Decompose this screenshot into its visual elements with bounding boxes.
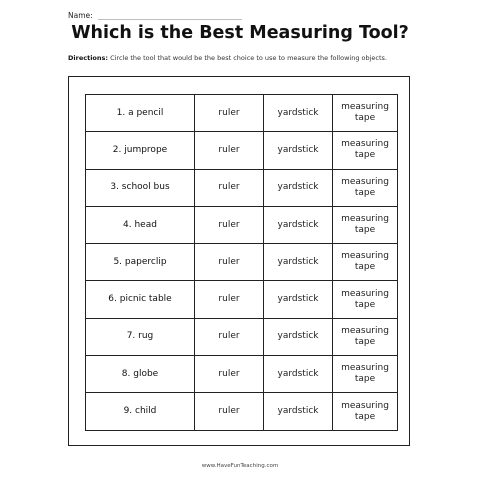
name-label: Name: bbox=[68, 11, 93, 20]
ruler-option[interactable]: ruler bbox=[195, 393, 264, 430]
ruler-option[interactable]: ruler bbox=[195, 281, 264, 318]
object-cell: 1. a pencil bbox=[86, 95, 195, 132]
measuring-tape-option[interactable]: measuring tape bbox=[333, 169, 398, 206]
table-row bbox=[86, 132, 398, 169]
yardstick-option[interactable]: yardstick bbox=[264, 95, 333, 132]
yardstick-option[interactable]: yardstick bbox=[264, 132, 333, 169]
table-row bbox=[86, 169, 398, 206]
object-cell: 9. child bbox=[86, 393, 195, 430]
measuring-tape-option[interactable]: measuring tape bbox=[333, 206, 398, 243]
yardstick-option[interactable]: yardstick bbox=[264, 206, 333, 243]
object-cell: 2. jumprope bbox=[86, 132, 195, 169]
measuring-tape-option[interactable]: measuring tape bbox=[333, 393, 398, 430]
table-row bbox=[86, 356, 398, 393]
ruler-option[interactable]: ruler bbox=[195, 356, 264, 393]
table-row bbox=[86, 95, 398, 132]
table-row bbox=[86, 206, 398, 243]
directions-text: Circle the tool that would be the best choice to use to measure the following objects. bbox=[108, 54, 388, 62]
object-cell: 4. head bbox=[86, 206, 195, 243]
object-cell: 5. paperclip bbox=[86, 244, 195, 281]
ruler-option[interactable]: ruler bbox=[195, 169, 264, 206]
table-row bbox=[86, 393, 398, 430]
measuring-tool-table bbox=[85, 94, 398, 431]
ruler-option[interactable]: ruler bbox=[195, 206, 264, 243]
object-cell: 3. school bus bbox=[86, 169, 195, 206]
yardstick-option[interactable]: yardstick bbox=[264, 356, 333, 393]
object-cell: 7. rug bbox=[86, 318, 195, 355]
measuring-tape-option[interactable]: measuring tape bbox=[333, 244, 398, 281]
object-cell: 6. picnic table bbox=[86, 281, 195, 318]
measuring-tape-option[interactable]: measuring tape bbox=[333, 356, 398, 393]
directions bbox=[68, 53, 428, 63]
table-row bbox=[86, 281, 398, 318]
footer-website: www.HaveFunTeaching.com bbox=[201, 463, 279, 469]
ruler-option[interactable]: ruler bbox=[195, 318, 264, 355]
yardstick-option[interactable]: yardstick bbox=[264, 318, 333, 355]
yardstick-option[interactable]: yardstick bbox=[264, 393, 333, 430]
measuring-tape-option[interactable]: measuring tape bbox=[333, 281, 398, 318]
directions-label: Directions: bbox=[68, 54, 108, 62]
measuring-tape-option[interactable]: measuring tape bbox=[333, 95, 398, 132]
measuring-tape-option[interactable]: measuring tape bbox=[333, 132, 398, 169]
ruler-option[interactable]: ruler bbox=[195, 244, 264, 281]
object-cell: 8. globe bbox=[86, 356, 195, 393]
worksheet-title: Which is the Best Measuring Tool? bbox=[71, 23, 409, 43]
yardstick-option[interactable]: yardstick bbox=[264, 281, 333, 318]
measuring-tape-option[interactable]: measuring tape bbox=[333, 318, 398, 355]
table-row bbox=[86, 244, 398, 281]
ruler-option[interactable]: ruler bbox=[195, 132, 264, 169]
yardstick-option[interactable]: yardstick bbox=[264, 169, 333, 206]
yardstick-option[interactable]: yardstick bbox=[264, 244, 333, 281]
table-row bbox=[86, 318, 398, 355]
ruler-option[interactable]: ruler bbox=[195, 95, 264, 132]
